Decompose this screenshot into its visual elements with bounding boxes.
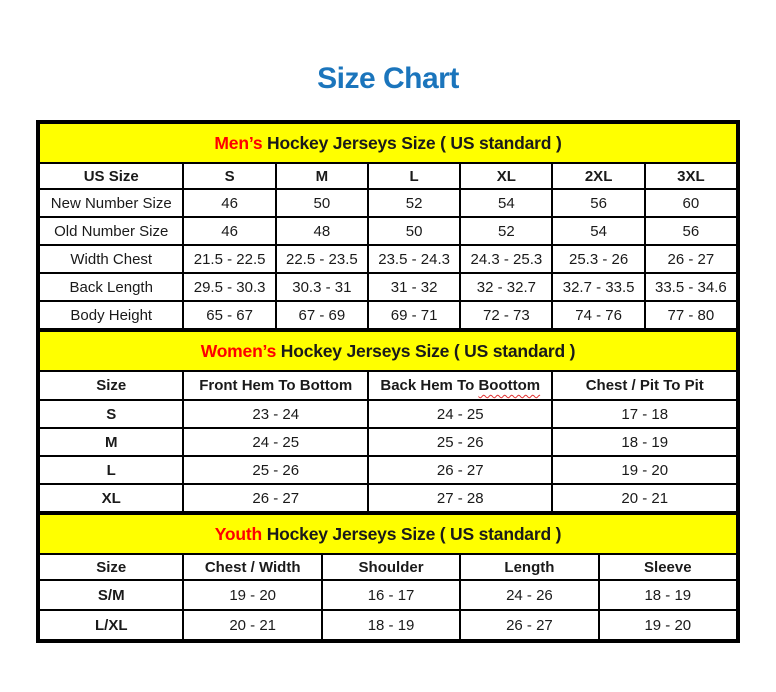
table-row	[39, 610, 737, 640]
womens-section-band	[39, 331, 737, 371]
size-value: 32 - 32.7	[460, 273, 552, 301]
size-value: 23.5 - 24.3	[368, 245, 460, 273]
column-header: Size	[39, 554, 183, 580]
size-value: 20 - 21	[552, 484, 737, 512]
row-label: Width Chest	[39, 245, 183, 273]
row-label: L	[39, 456, 183, 484]
size-value: 50	[276, 189, 368, 217]
row-label: S	[39, 400, 183, 428]
size-value: 27 - 28	[368, 484, 553, 512]
row-label: Old Number Size	[39, 217, 183, 245]
column-header: US Size	[39, 163, 183, 189]
size-value: 24 - 25	[368, 400, 553, 428]
size-value: 21.5 - 22.5	[183, 245, 275, 273]
row-label: XL	[39, 484, 183, 512]
size-value: 20 - 21	[183, 610, 321, 640]
size-value: 19 - 20	[599, 610, 737, 640]
table-row	[39, 273, 737, 301]
size-value: 56	[645, 217, 737, 245]
row-label: Back Length	[39, 273, 183, 301]
size-value: 52	[368, 189, 460, 217]
mens-size-table	[38, 122, 738, 330]
size-value: 19 - 20	[552, 456, 737, 484]
size-value: 26 - 27	[183, 484, 368, 512]
column-header: Chest / Width	[183, 554, 321, 580]
womens-section-title	[39, 331, 737, 371]
column-header: S	[183, 163, 275, 189]
size-value: 46	[183, 217, 275, 245]
womens-section-highlight: Women’s	[200, 340, 277, 361]
table-row	[39, 217, 737, 245]
size-value: 23 - 24	[183, 400, 368, 428]
size-value: 60	[645, 189, 737, 217]
column-header: 3XL	[645, 163, 737, 189]
row-label: L/XL	[39, 610, 183, 640]
youth-section-title	[39, 514, 737, 554]
row-label: New Number Size	[39, 189, 183, 217]
column-header: M	[276, 163, 368, 189]
size-value: 25 - 26	[368, 428, 553, 456]
row-label: S/M	[39, 580, 183, 610]
youth-size-table	[38, 513, 738, 641]
size-value: 26 - 27	[645, 245, 737, 273]
column-header-text: Back Hem To	[380, 377, 475, 394]
column-header-misspelled	[368, 371, 553, 400]
row-label: M	[39, 428, 183, 456]
size-value: 24 - 26	[460, 580, 598, 610]
mens-section-title	[39, 123, 737, 163]
womens-size-table	[38, 330, 738, 513]
size-value: 48	[276, 217, 368, 245]
column-header: Size	[39, 371, 183, 400]
size-value: 24 - 25	[183, 428, 368, 456]
size-value: 74 - 76	[552, 301, 644, 329]
size-value: 18 - 19	[322, 610, 460, 640]
mens-section-rest: Hockey Jerseys Size ( US standard )	[267, 132, 562, 153]
column-header: Shoulder	[322, 554, 460, 580]
table-row	[39, 189, 737, 217]
table-row	[39, 400, 737, 428]
table-row	[39, 456, 737, 484]
size-value: 33.5 - 34.6	[645, 273, 737, 301]
row-label: Body Height	[39, 301, 183, 329]
youth-section-rest: Hockey Jerseys Size ( US standard )	[266, 523, 562, 544]
page-title: Size Chart	[317, 62, 459, 95]
column-header: 2XL	[552, 163, 644, 189]
table-row	[39, 580, 737, 610]
size-value: 46	[183, 189, 275, 217]
column-header: Front Hem To Bottom	[183, 371, 368, 400]
table-row	[39, 484, 737, 512]
size-value: 25 - 26	[183, 456, 368, 484]
mens-header-row	[39, 163, 737, 189]
size-value: 72 - 73	[460, 301, 552, 329]
size-value: 26 - 27	[368, 456, 553, 484]
size-value: 26 - 27	[460, 610, 598, 640]
column-header: XL	[460, 163, 552, 189]
column-header: Chest / Pit To Pit	[552, 371, 737, 400]
table-row	[39, 301, 737, 329]
size-value: 67 - 69	[276, 301, 368, 329]
size-value: 54	[460, 189, 552, 217]
misspelled-word: Boottom	[478, 377, 541, 394]
mens-section-highlight: Men’s	[214, 132, 263, 153]
size-value: 65 - 67	[183, 301, 275, 329]
womens-section-rest: Hockey Jerseys Size ( US standard )	[280, 340, 576, 361]
size-value: 77 - 80	[645, 301, 737, 329]
womens-header-row	[39, 371, 737, 400]
column-header: L	[368, 163, 460, 189]
size-value: 50	[368, 217, 460, 245]
youth-section-band	[39, 514, 737, 554]
size-value: 56	[552, 189, 644, 217]
column-header: Sleeve	[599, 554, 737, 580]
youth-header-row	[39, 554, 737, 580]
mens-section-band	[39, 123, 737, 163]
size-value: 19 - 20	[183, 580, 321, 610]
youth-section-highlight: Youth	[214, 523, 263, 544]
size-value: 54	[552, 217, 644, 245]
size-value: 18 - 19	[552, 428, 737, 456]
size-value: 52	[460, 217, 552, 245]
table-row	[39, 428, 737, 456]
size-value: 17 - 18	[552, 400, 737, 428]
size-value: 22.5 - 23.5	[276, 245, 368, 273]
size-value: 69 - 71	[368, 301, 460, 329]
size-chart-tables	[36, 120, 740, 643]
size-value: 18 - 19	[599, 580, 737, 610]
size-value: 16 - 17	[322, 580, 460, 610]
table-row	[39, 245, 737, 273]
size-value: 25.3 - 26	[552, 245, 644, 273]
size-value: 31 - 32	[368, 273, 460, 301]
size-value: 24.3 - 25.3	[460, 245, 552, 273]
size-value: 29.5 - 30.3	[183, 273, 275, 301]
size-value: 32.7 - 33.5	[552, 273, 644, 301]
column-header: Length	[460, 554, 598, 580]
size-value: 30.3 - 31	[276, 273, 368, 301]
